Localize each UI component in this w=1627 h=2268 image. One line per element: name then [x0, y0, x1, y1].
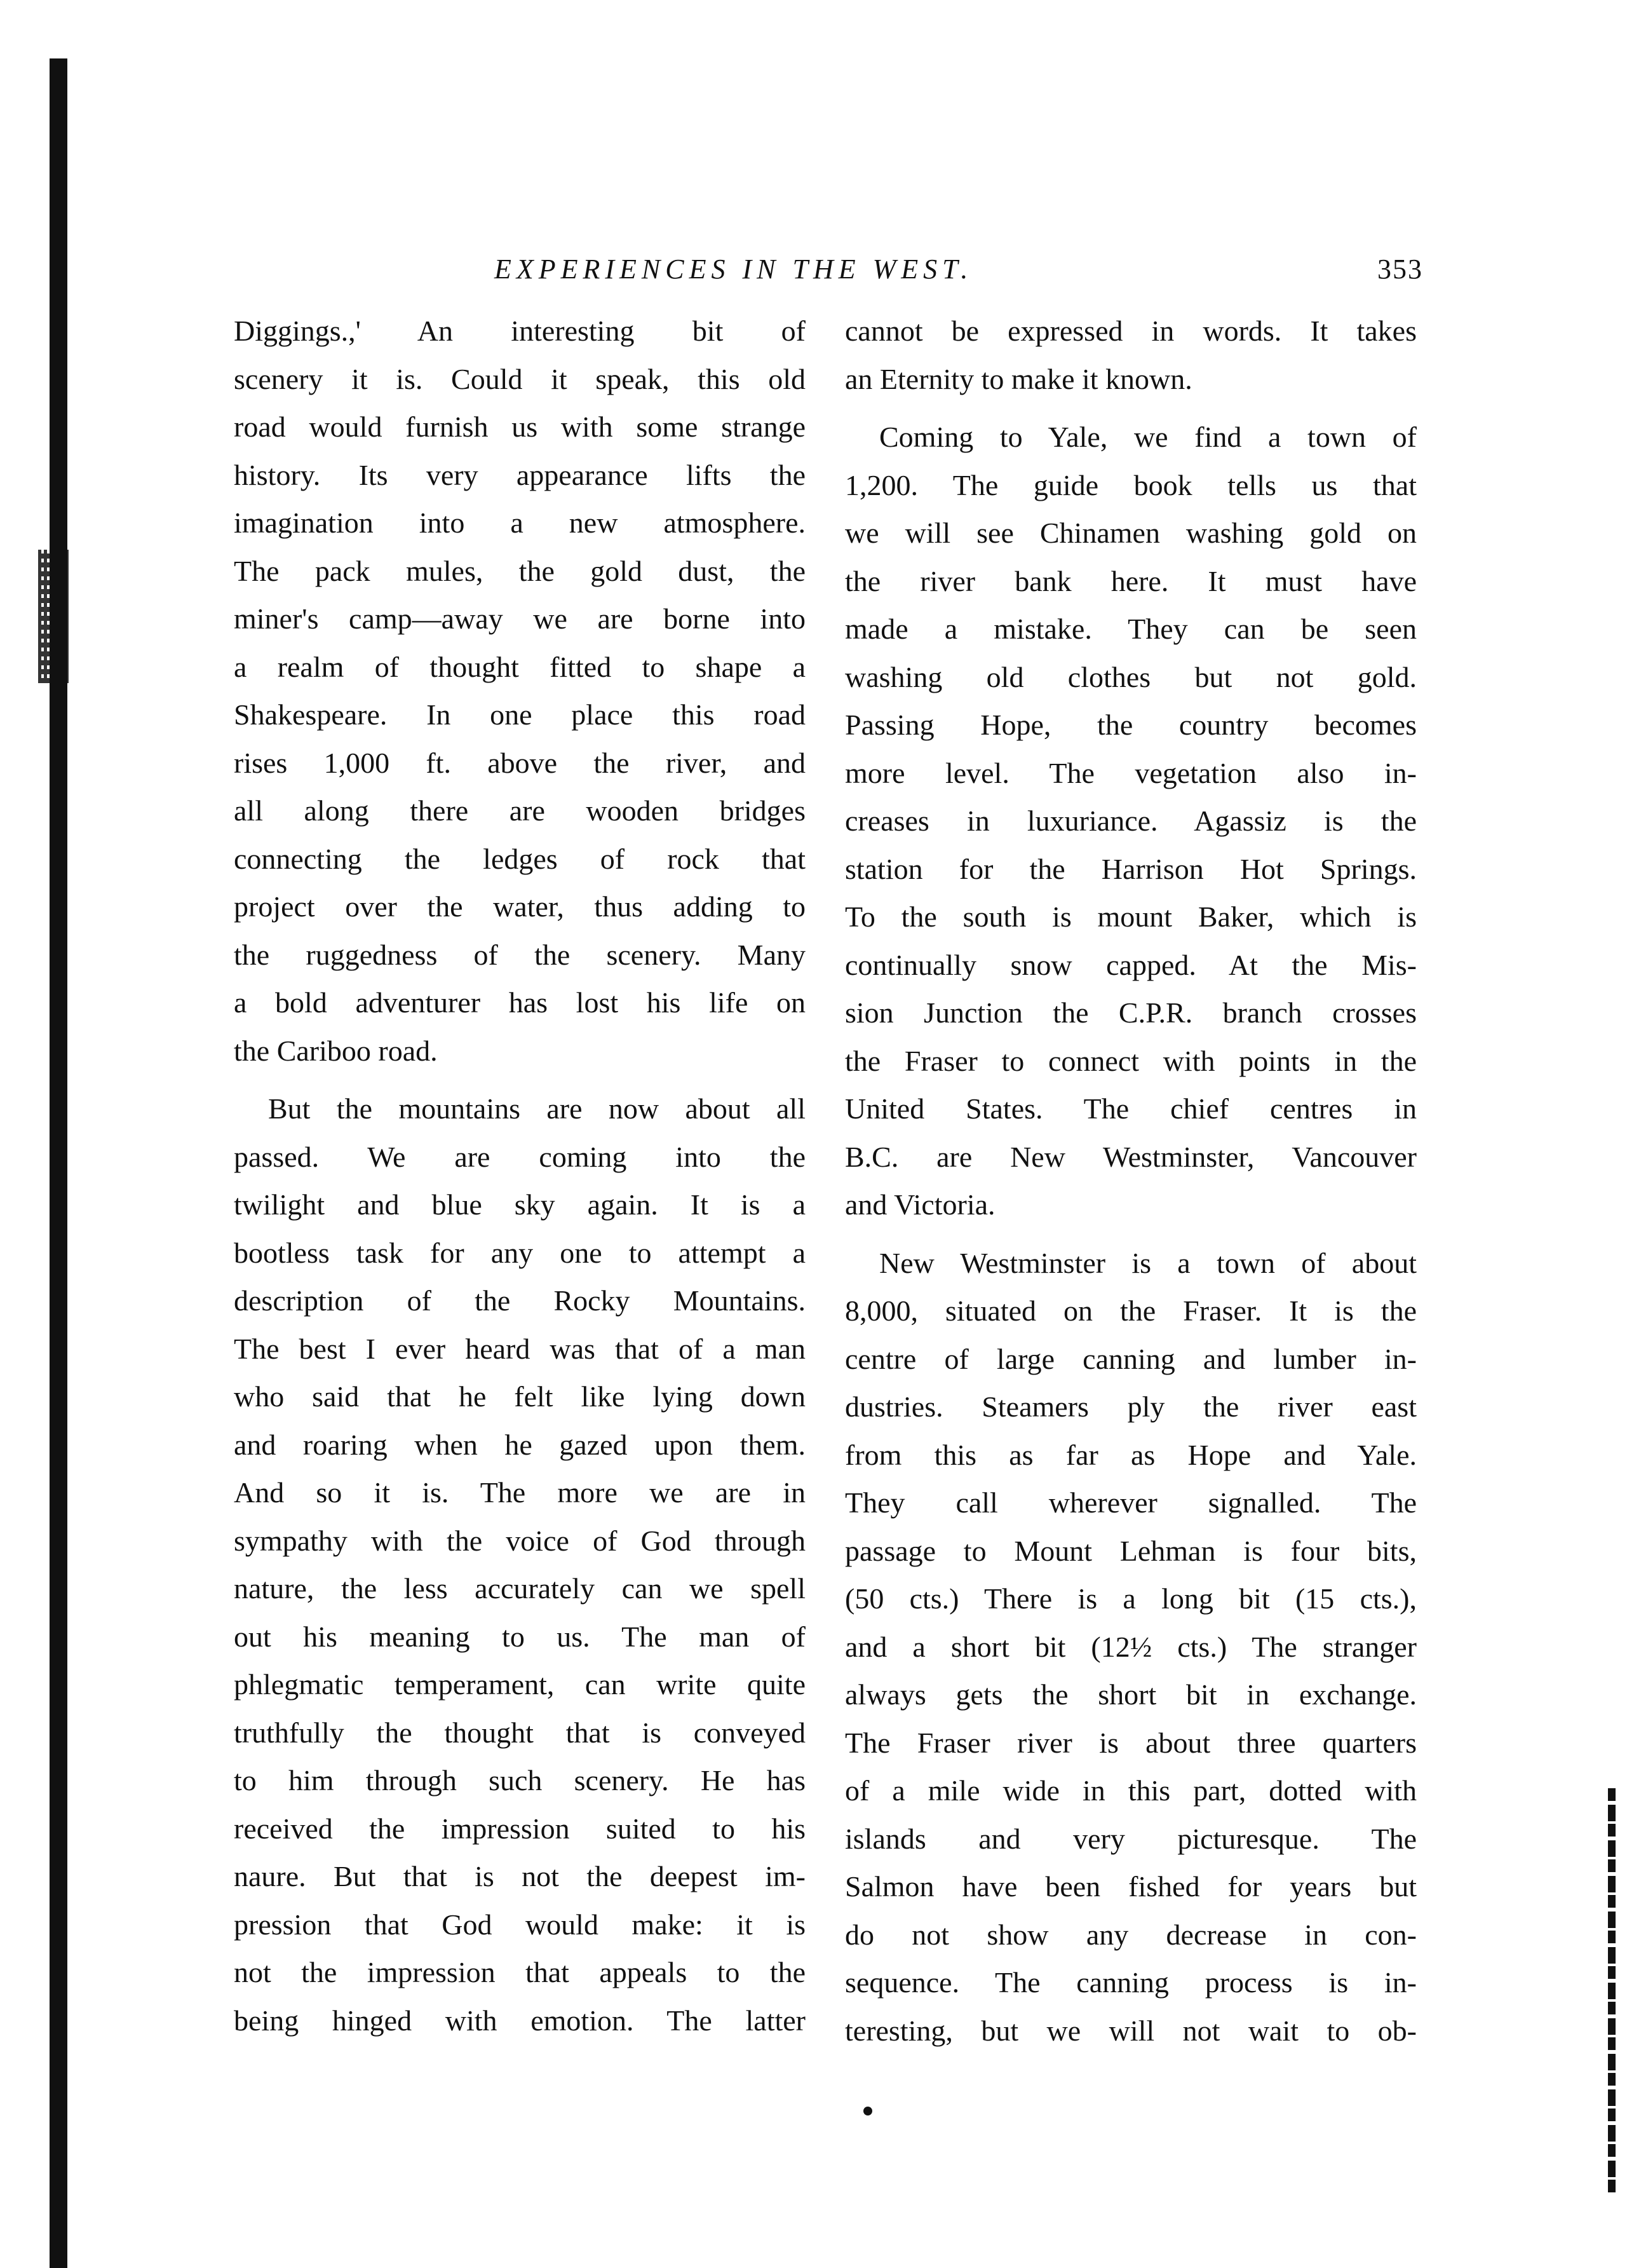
- text-line: And so it is. The more we are in: [234, 1476, 806, 1509]
- left-paragraph-1: [234, 307, 806, 1075]
- text-line: The best I ever heard was that of a man: [234, 1332, 806, 1365]
- text-line: passage to Mount Lehman is four bits,: [845, 1534, 1417, 1567]
- text-line: twilight and blue sky again. It is a: [234, 1188, 806, 1221]
- text-line: miner's camp—away we are borne into: [234, 602, 806, 635]
- paragraph-gap: [845, 1229, 1417, 1239]
- text-line: being hinged with emotion. The latter: [234, 2004, 806, 2037]
- text-line: Diggings.,' An interesting bit of: [234, 315, 806, 347]
- binding-edge: [50, 58, 67, 2268]
- text-line: teresting, but we will not wait to ob-: [845, 2014, 1417, 2047]
- text-line: The pack mules, the gold dust, the: [234, 554, 806, 587]
- text-line: of a mile wide in this part, dotted with: [845, 1774, 1417, 1807]
- right-column: [845, 307, 1417, 2054]
- text-line: But the mountains are now about all: [268, 1092, 806, 1125]
- binding-stain: [38, 550, 69, 683]
- text-line: project over the water, thus adding to: [234, 890, 806, 923]
- text-line: connecting the ledges of rock that: [234, 842, 806, 875]
- text-line: B.C. are New Westminster, Vancouver: [845, 1140, 1417, 1173]
- text-line: sion Junction the C.P.R. branch crosses: [845, 996, 1417, 1029]
- text-line: a realm of thought fitted to shape a: [234, 650, 806, 683]
- text-line: station for the Harrison Hot Springs.: [845, 852, 1417, 885]
- right-paragraph-1: [845, 307, 1417, 403]
- text-line: washing old clothes but not gold.: [845, 660, 1417, 693]
- text-line: continually snow capped. At the Mis-: [845, 948, 1417, 981]
- text-line: description of the Rocky Mountains.: [234, 1284, 806, 1317]
- text-line: pression that God would make: it is: [234, 1908, 806, 1941]
- text-line: naure. But that is not the deepest im-: [234, 1860, 806, 1892]
- text-line: cannot be expressed in words. It takes: [845, 315, 1417, 347]
- left-column: [234, 307, 806, 2044]
- paragraph-gap: [234, 1075, 806, 1085]
- text-line: centre of large canning and lumber in-: [845, 1342, 1417, 1375]
- text-line: phlegmatic temperament, can write quite: [234, 1668, 806, 1701]
- text-line: history. Its very appearance lifts the: [234, 458, 806, 491]
- text-line: rises 1,000 ft. above the river, and: [234, 746, 806, 779]
- text-line: all along there are wooden bridges: [234, 794, 806, 827]
- text-line: sympathy with the voice of God through: [234, 1524, 806, 1557]
- text-line: and a short bit (12½ cts.) The stranger: [845, 1630, 1417, 1663]
- text-line: the Fraser to connect with points in the: [845, 1044, 1417, 1077]
- text-line: imagination into a new atmosphere.: [234, 506, 806, 539]
- right-paragraph-2: [845, 413, 1417, 1229]
- text-line: creases in luxuriance. Agassiz is the: [845, 805, 1417, 837]
- text-line: nature, the less accurately can we spell: [234, 1572, 806, 1605]
- text-line: passed. We are coming into the: [234, 1140, 806, 1173]
- text-line: scenery it is. Could it speak, this old: [234, 362, 806, 395]
- text-line: not the impression that appeals to the: [234, 1956, 806, 1988]
- text-line: 1,200. The guide book tells us that: [845, 468, 1417, 501]
- text-line: Shakespeare. In one place this road: [234, 698, 806, 731]
- text-line: who said that he felt like lying down: [234, 1380, 806, 1413]
- text-line: the river bank here. It must have: [845, 564, 1417, 597]
- text-line: a bold adventurer has lost his life on: [234, 986, 806, 1019]
- text-line: the ruggedness of the scenery. Many: [234, 938, 806, 971]
- text-line: the Cariboo road.: [234, 1034, 438, 1067]
- text-line: and Victoria.: [845, 1188, 996, 1221]
- text-line: The Fraser river is about three quarters: [845, 1726, 1417, 1759]
- text-line: To the south is mount Baker, which is: [845, 900, 1417, 933]
- text-line: received the impression suited to his: [234, 1812, 806, 1845]
- text-line: bootless task for any one to attempt a: [234, 1236, 806, 1269]
- paragraph-gap: [845, 403, 1417, 413]
- left-paragraph-2: [234, 1085, 806, 2044]
- text-line: and roaring when he gazed upon them.: [234, 1428, 806, 1461]
- text-line: United States. The chief centres in: [845, 1092, 1417, 1125]
- text-line: Coming to Yale, we find a town of: [879, 421, 1417, 453]
- text-line: more level. The vegetation also in-: [845, 756, 1417, 789]
- text-line: road would furnish us with some strange: [234, 411, 806, 443]
- text-line: do not show any decrease in con-: [845, 1918, 1417, 1951]
- text-line: we will see Chinamen washing gold on: [845, 517, 1417, 549]
- text-line: to him through such scenery. He has: [234, 1764, 806, 1796]
- text-line: an Eternity to make it known.: [845, 362, 1192, 395]
- right-edge-artifact: [1608, 1786, 1616, 2192]
- text-line: truthfully the thought that is conveyed: [234, 1716, 806, 1749]
- text-line: Passing Hope, the country becomes: [845, 709, 1417, 741]
- right-paragraph-3: [845, 1239, 1417, 2055]
- text-line: islands and very picturesque. The: [845, 1822, 1417, 1855]
- running-title: EXPERIENCES IN THE WEST.: [494, 254, 973, 285]
- page-dot: [863, 2107, 872, 2115]
- text-line: sequence. The canning process is in-: [845, 1966, 1417, 1999]
- text-line: (50 cts.) There is a long bit (15 cts.),: [845, 1582, 1417, 1615]
- text-line: from this as far as Hope and Yale.: [845, 1438, 1417, 1471]
- text-line: Salmon have been fished for years but: [845, 1870, 1417, 1903]
- text-line: dustries. Steamers ply the river east: [845, 1390, 1417, 1423]
- text-line: out his meaning to us. The man of: [234, 1620, 806, 1653]
- text-line: made a mistake. They can be seen: [845, 613, 1417, 645]
- text-line: always gets the short bit in exchange.: [845, 1678, 1417, 1711]
- text-line: 8,000, situated on the Fraser. It is the: [845, 1294, 1417, 1327]
- text-line: New Westminster is a town of about: [879, 1246, 1417, 1279]
- page-header: [234, 253, 1423, 297]
- page-number: 353: [1377, 254, 1423, 285]
- text-line: They call wherever signalled. The: [845, 1486, 1417, 1519]
